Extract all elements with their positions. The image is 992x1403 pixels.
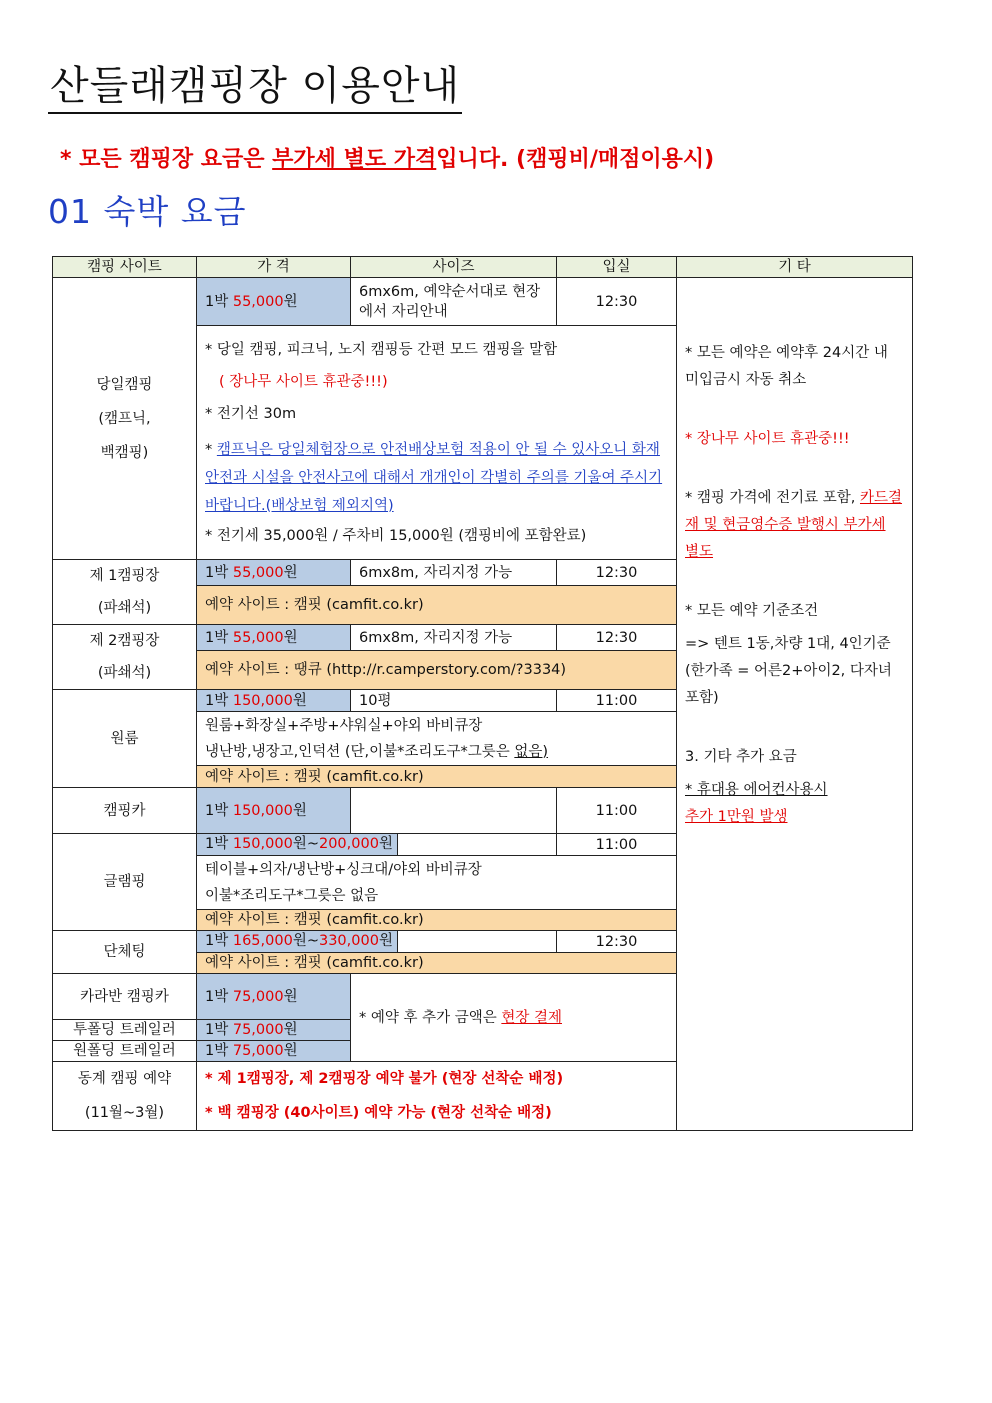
price-value: 150,000: [232, 802, 293, 819]
price-prefix: 1박: [205, 293, 233, 310]
header-row: [53, 257, 913, 278]
dayuse-electric: * 전기선 30m: [205, 405, 297, 422]
dayuse-fees: * 전기세 35,000원 / 주차비 15,000원 (캠핑비에 포함완료): [205, 527, 587, 544]
price-range: [197, 834, 398, 855]
site-caravan: 카라반 캠핑카: [53, 974, 197, 1020]
price-cell: [197, 560, 351, 586]
oneroom-description: [197, 712, 677, 766]
price-suffix: 원: [283, 629, 298, 646]
price-prefix: 1박: [205, 1043, 233, 1059]
price-suffix: 원: [283, 1022, 298, 1038]
checkin-cell: 11:00: [557, 788, 677, 834]
site-name: 당일캠핑: [96, 376, 153, 393]
price-cell: [197, 690, 351, 712]
price-suffix: 원: [283, 988, 298, 1005]
price-cell: [197, 931, 557, 953]
note-vat-underlined: 카드결재 및 현금영수증 발행시 부가세 별도: [685, 490, 903, 560]
dayuse-desc: * 당일 캠핑, 피크닉, 노지 캠핑등 간편 모드 캠핑을 말함: [205, 341, 558, 358]
note-vat: [685, 485, 904, 566]
site-name: 제 1캠핑장: [89, 568, 160, 584]
price-value: 75,000: [232, 1043, 284, 1059]
header-site: 캠핑 사이트: [53, 257, 197, 278]
trailer-note-prefix: * 예약 후 추가 금액은: [359, 1010, 502, 1026]
price-prefix: 1박: [205, 629, 233, 646]
price-value: 165,000: [232, 933, 293, 949]
price-value-max: 200,000: [318, 836, 379, 852]
note-cancel: * 모든 예약은 예약후 24시간 내 미입금시 자동 취소: [685, 345, 888, 388]
notes-cell: [677, 278, 913, 1131]
site-name-sub: (11월~3월): [84, 1105, 165, 1121]
price-value: 55,000: [232, 564, 284, 581]
price-suffix: 원: [292, 802, 307, 819]
price-prefix: 1박: [205, 1022, 233, 1038]
insurance-prefix: *: [205, 441, 217, 458]
glamping-desc: 테이블+의자/냉난방+싱크대/야외 바비큐장: [205, 861, 482, 878]
note-aircon: * 휴대용 에어컨사용시: [685, 782, 828, 798]
header-etc: 기 타: [677, 257, 913, 278]
notice-underlined: 부가세 별도 가격: [272, 147, 437, 172]
header-price: 가 격: [197, 257, 351, 278]
price-cell: [197, 788, 351, 834]
oneroom-amenities: [205, 739, 668, 765]
dayuse-closed: ( 장나무 사이트 휴관중!!!): [219, 373, 388, 390]
price-range: [197, 931, 398, 952]
price-value: 75,000: [232, 1022, 284, 1038]
site-2: [53, 625, 197, 690]
price-suffix: 원: [283, 1043, 298, 1059]
price-value: 55,000: [232, 293, 284, 310]
price-cell: [197, 1041, 351, 1062]
price-value-max: 330,000: [318, 933, 379, 949]
site-onefold: 원폴딩 트레일러: [53, 1041, 197, 1062]
empty-size: [398, 834, 556, 855]
price-prefix: 1박: [205, 988, 233, 1005]
price-suffix: 원: [378, 933, 393, 949]
price-cell: [197, 974, 351, 1020]
price-suffix: 원: [283, 293, 298, 310]
section-title: 01 숙박 요금: [48, 192, 247, 231]
booking-cell: 예약 사이트 : 캠핏 (camfit.co.kr): [197, 766, 677, 788]
checkin-cell: 12:30: [557, 625, 677, 651]
price-cell: [197, 625, 351, 651]
table-row: [53, 278, 913, 326]
amenities-prefix: 냉난방,냉장고,인덕션 (단,이불*조리도구*그릇은: [205, 743, 515, 760]
size-cell: 6mx8m, 자리지정 가능: [351, 560, 557, 586]
trailer-note-underlined: 현장 결제: [501, 1010, 562, 1026]
price-table: [52, 256, 913, 1131]
header-size: 사이즈: [351, 257, 557, 278]
booking-cell: 예약 사이트 : 캠핏 (camfit.co.kr): [197, 953, 677, 974]
price-prefix: 1박: [205, 836, 233, 852]
price-suffix: 원: [283, 564, 298, 581]
site-name: 동계 캠핑 예약: [77, 1071, 172, 1087]
checkin-cell: 11:00: [557, 834, 677, 856]
booking-cell: 예약 사이트 : 땡큐 (http://r.camperstory.com/?3334): [197, 651, 677, 690]
price-prefix: 1박: [205, 564, 233, 581]
price-cell: [197, 1020, 351, 1041]
checkin-cell: 12:30: [557, 278, 677, 326]
empty-size: [398, 931, 556, 952]
note-criteria: * 모든 예약 기준조건: [685, 603, 819, 619]
header-checkin: 입실: [557, 257, 677, 278]
size-cell: [351, 788, 557, 834]
checkin-cell: 12:30: [557, 560, 677, 586]
price-value: 75,000: [232, 988, 284, 1005]
winter-line: * 백 캠핑장 (40사이트) 예약 가능 (현장 선착순 배정): [205, 1105, 552, 1121]
note-extra-title: 3. 기타 추가 요금: [685, 749, 797, 765]
vat-notice: [60, 142, 714, 173]
winter-description: [197, 1062, 677, 1131]
booking-cell: 예약 사이트 : 캠핏 (camfit.co.kr): [197, 586, 677, 625]
glamping-amenities: 이불*조리도구*그릇은 없음: [205, 887, 379, 904]
booking-cell: 예약 사이트 : 캠핏 (camfit.co.kr): [197, 910, 677, 931]
price-cell: [197, 278, 351, 326]
site-tofold: 투폴딩 트레일러: [53, 1020, 197, 1041]
dayuse-description: [197, 326, 677, 560]
size-cell: 6mx6m, 예약순서대로 현장에서 자리안내: [351, 278, 557, 326]
site-1: [53, 560, 197, 625]
price-suffix: 원: [378, 836, 393, 852]
site-group: 단체팅: [53, 931, 197, 974]
price-value: 55,000: [232, 629, 284, 646]
note-closed: * 장나무 사이트 휴관중!!!: [685, 431, 850, 447]
site-name: 제 2캠핑장: [89, 633, 160, 649]
note-criteria-detail: => 텐트 1동,차량 1대, 4인기준 (한가족 = 어른2+아이2, 다자녀 포함): [685, 636, 892, 706]
winter-line: * 제 1캠핑장, 제 2캠핑장 예약 불가 (현장 선착순 배정): [205, 1071, 564, 1087]
price-prefix: 1박: [205, 802, 233, 819]
site-name-sub: (파쇄석): [97, 665, 152, 681]
note-vat-prefix: * 캠핑 가격에 전기료 포함,: [685, 490, 860, 506]
site-winter: [53, 1062, 197, 1131]
price-mid: 원~: [292, 933, 319, 949]
dayuse-insurance: [205, 436, 668, 520]
site-oneroom: 원룸: [53, 690, 197, 788]
site-name-sub: (캠프닉,: [98, 410, 151, 427]
site-dayuse: [53, 278, 197, 560]
price-cell: [197, 834, 557, 856]
checkin-cell: 11:00: [557, 690, 677, 712]
size-cell: 10평: [351, 690, 557, 712]
page-title: 산들래캠핑장 이용안내: [48, 62, 462, 114]
price-value: 150,000: [232, 836, 293, 852]
insurance-text: 캠프닉은 당일체험장으로 안전배상보험 적용이 안 될 수 있사오니 화재안전과 시설을 안전사고에 대해서 개개인이 각별히 주의를 기울여 주시기 바랍니다.(배상보험 제외지역): [205, 441, 663, 514]
notice-suffix: 입니다. (캠핑비/매점이용시): [436, 147, 715, 172]
note-aircon-fee: 추가 1만원 발생: [685, 809, 788, 825]
amenities-underlined: 없음): [514, 743, 549, 760]
site-campingcar: 캠핑카: [53, 788, 197, 834]
site-glamping: 글램핑: [53, 834, 197, 931]
price-mid: 원~: [292, 836, 319, 852]
price-prefix: 1박: [205, 692, 233, 709]
price-value: 150,000: [232, 692, 293, 709]
site-name-sub: 백캠핑): [100, 444, 149, 461]
price-prefix: 1박: [205, 933, 233, 949]
oneroom-desc: 원룸+화장실+주방+샤워실+야외 바비큐장: [205, 717, 483, 734]
site-name-sub: (파쇄석): [97, 600, 152, 616]
size-cell: 6mx8m, 자리지정 가능: [351, 625, 557, 651]
glamping-description: [197, 856, 677, 910]
price-suffix: 원: [292, 692, 307, 709]
trailer-note: [351, 974, 677, 1062]
notice-prefix: * 모든 캠핑장 요금은: [60, 147, 273, 172]
checkin-cell: 12:30: [557, 931, 677, 953]
